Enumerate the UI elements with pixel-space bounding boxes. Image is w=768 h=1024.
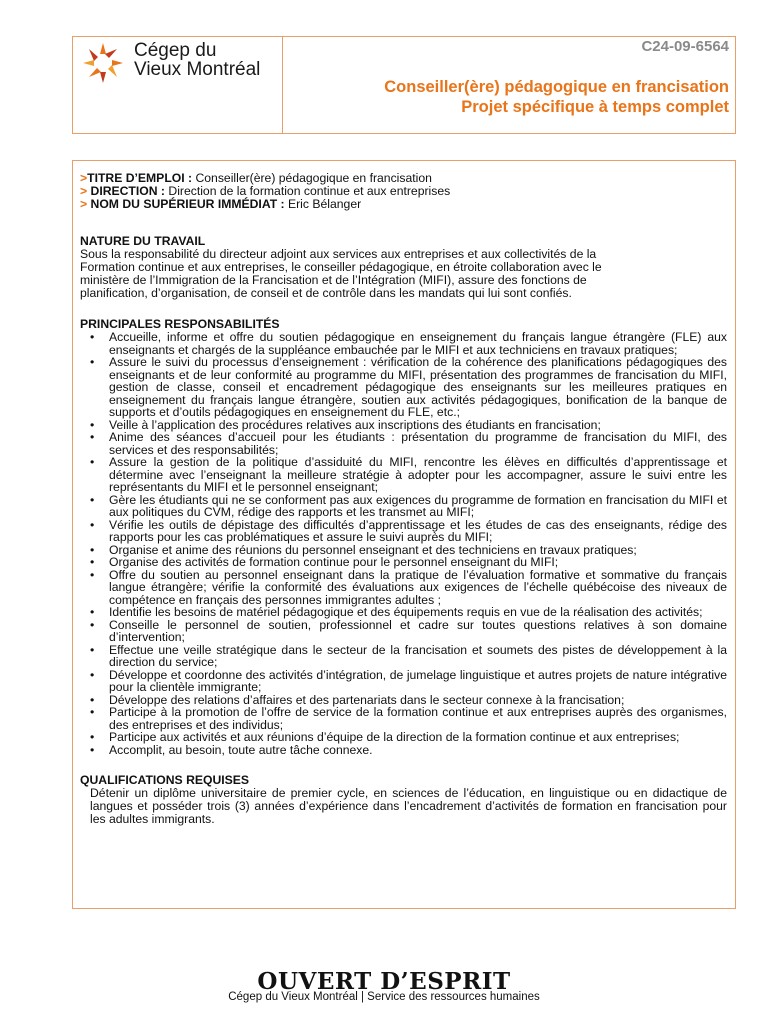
nature-line: Formation continue et aux entreprises, le conseiller pédagogique, en étroite collaboration avec le	[80, 260, 602, 274]
meta-value: Conseiller(ère) pédagogique en francisation	[192, 171, 432, 185]
bullet-icon: •	[90, 605, 95, 619]
meta-key: DIRECTION :	[87, 184, 165, 198]
bullet-icon: •	[90, 692, 95, 707]
logo-text	[134, 41, 260, 79]
responsibility-text: Organise et anime des réunions du personnel enseignant et des techniciens en travaux pratiques;	[109, 542, 637, 557]
nature-line: Sous la responsabilité du directeur adjoint aux services aux entreprises et aux collectivités de la	[80, 247, 597, 261]
bullet-icon: •	[90, 355, 95, 369]
responsibility-text: Anime des séances d’accueil pour les étudiants : présentation du programme de francisation du MIFI, des services et des responsabilités;	[109, 430, 727, 457]
bullet-icon: •	[90, 492, 95, 507]
bullet-icon: •	[90, 417, 95, 432]
bullet-icon: •	[90, 555, 95, 569]
responsibility-text: Participe à la promotion de l’offre de service de la formation continue et aux entreprises auprès des organismes, des entreprises et des individus;	[109, 705, 727, 732]
job-title-line-2: Projet spécifique à temps complet	[461, 98, 729, 116]
responsibility-item	[80, 706, 727, 731]
meta-key: TITRE D’EMPLOI :	[87, 171, 193, 185]
responsibility-item	[80, 619, 727, 644]
job-meta	[80, 172, 727, 211]
bullet-icon: •	[90, 730, 95, 744]
bullet-icon: •	[90, 330, 95, 344]
job-description-box	[72, 160, 736, 909]
nature-line: ministère de l’Immigration de la Francisation et de l’Intégration (MIFI), assure des fonctions de	[80, 273, 587, 287]
header-box	[72, 36, 736, 134]
responsibility-text: Assure la gestion de la politique d’assiduité du MIFI, rencontre les élèves en difficultés d’apprentissage et détermine avec l’enseignant la meilleure stratégie à adopter pour les accompagner, assure le suivi entre les représentants du MIFI et le personnel enseignant;	[109, 455, 727, 494]
responsibility-item	[80, 669, 727, 694]
header-divider	[282, 37, 283, 133]
responsibility-text: Veille à l’application des procédures relatives aux inscriptions des étudiants en francisation;	[109, 417, 601, 432]
meta-key: NOM DU SUPÉRIEUR IMMÉDIAT :	[87, 197, 285, 211]
qualifications-title: QUALIFICATIONS REQUISES	[80, 773, 250, 787]
responsibility-text: Développe des relations d’affaires et des partenariats dans le secteur connexe à la francisation;	[109, 692, 625, 707]
nature-text	[80, 248, 727, 300]
bullet-icon: •	[90, 742, 95, 757]
meta-arrow: >	[80, 184, 88, 198]
responsibility-item	[80, 644, 727, 669]
responsibility-item	[80, 356, 727, 419]
logo-line-1: Cégep du	[134, 40, 217, 61]
responsibility-text: Accomplit, au besoin, toute autre tâche connexe.	[109, 742, 373, 757]
bullet-icon: •	[90, 542, 95, 557]
meta-line	[80, 198, 727, 211]
logo-line-2: Vieux Montréal	[134, 59, 261, 80]
responsibilities-list	[80, 331, 727, 756]
bullet-icon: •	[90, 517, 95, 532]
responsibility-text: Gère les étudiants qui ne se conforment pas aux exigences du programme de formation en francisation du MIFI et aux politiques du CVM, rédige des rapports et les transmet au MIFI;	[109, 492, 727, 519]
responsibility-item	[80, 569, 727, 607]
responsibility-text: Accueille, informe et offre du soutien pédagogique en enseignement du français langue étrangère (FLE) aux enseignants et chargés de la suppléance embauchée par le MIFI et aux techniciens en travaux pratiques;	[109, 330, 727, 357]
responsibility-item	[80, 456, 727, 494]
logo-star-icon	[79, 41, 127, 85]
responsibility-text: Offre du soutien au personnel enseignant dans la pratique de l’évaluation formative et sommative du français langue étrangère; vérifie la conformité des évaluations aux exigences de l’échelle québécoise des niveaux de compétence en français des personnes immigrantes adultes ;	[109, 567, 727, 607]
bullet-icon: •	[90, 455, 95, 469]
bullet-icon: •	[90, 667, 95, 682]
job-title-line-1: Conseiller(ère) pédagogique en francisation	[384, 78, 729, 96]
responsibility-item	[80, 331, 727, 356]
responsibility-text: Effectue une veille stratégique dans le secteur de la francisation et soumets des pistes de développement à la direction du service;	[109, 642, 727, 669]
responsibility-text: Participe aux activités et aux réunions d’équipe de la direction de la formation continue et aux entreprises;	[109, 730, 680, 744]
responsibility-text: Vérifie les outils de dépistage des difficultés d’apprentissage et les études de cas des enseignants, rédige des rapports pour les cas problématiques et assure le suivi auprès du MIFI;	[109, 517, 727, 544]
nature-line: planification, d’organisation, de conseil et de contrôle dans les mandats qui lui sont confiés.	[80, 286, 572, 300]
responsibility-text: Développe et coordonne des activités d’intégration, de jumelage linguistique et autres projets de nature intégrative pour la clientèle immigrante;	[109, 667, 727, 694]
job-title	[384, 77, 729, 117]
responsibility-item	[80, 494, 727, 519]
bullet-icon: •	[90, 705, 95, 719]
college-logo	[79, 41, 279, 91]
responsibility-text: Assure le suivi du processus d’enseignement : vérification de la cohérence des planifications pédagogiques des enseignants et de leur conformité au programme du MIFI, présentation des programmes de francisation du MIFI, gestion de classe, conseil et encadrement pédagogique des enseignants sur les meilleures pratiques en enseignement du français langue étrangère, soutien aux activités pédagogiques, bonification de la banque de supports et d’outils pédagogiques en enseignement du FLE, etc.;	[109, 355, 727, 419]
responsibility-text: Identifie les besoins de matériel pédagogique et des équipements requis en vue de la réalisation des activités;	[109, 605, 703, 619]
qualifications-text: Détenir un diplôme universitaire de premier cycle, en sciences de l’éducation, en linguistique ou en didactique de langues et posséder trois (3) années d’expérience dans l’encadrement d’activités de formation en francisation pour les adultes immigrants.	[90, 786, 727, 826]
responsibility-text: Conseille le personnel de soutien, professionnel et cadre sur toutes questions relatives à son domaine d’intervention;	[109, 617, 727, 644]
responsibility-item	[80, 519, 727, 544]
meta-value: Eric Bélanger	[284, 197, 362, 211]
nature-title: NATURE DU TRAVAIL	[80, 234, 206, 248]
footer-brand-logo: OUVERT D’ESPRIT	[257, 968, 511, 995]
responsibility-item	[80, 744, 727, 757]
meta-arrow: >	[80, 171, 88, 185]
meta-value: Direction de la formation continue et aux entreprises	[165, 184, 451, 198]
bullet-icon: •	[90, 617, 95, 632]
reference-number: C24-09-6564	[641, 38, 729, 55]
responsibility-text: Organise des activités de formation continue pour le personnel enseignant du MIFI;	[109, 555, 559, 569]
bullet-icon: •	[90, 642, 95, 657]
footer-line: Cégep du Vieux Montréal | Service des ressources humaines	[228, 991, 540, 1003]
responsibility-item	[80, 431, 727, 456]
bullet-icon: •	[90, 567, 95, 582]
responsibilities-title: PRINCIPALES RESPONSABILITÉS	[80, 317, 280, 331]
meta-arrow: >	[80, 197, 88, 211]
bullet-icon: •	[90, 430, 95, 444]
